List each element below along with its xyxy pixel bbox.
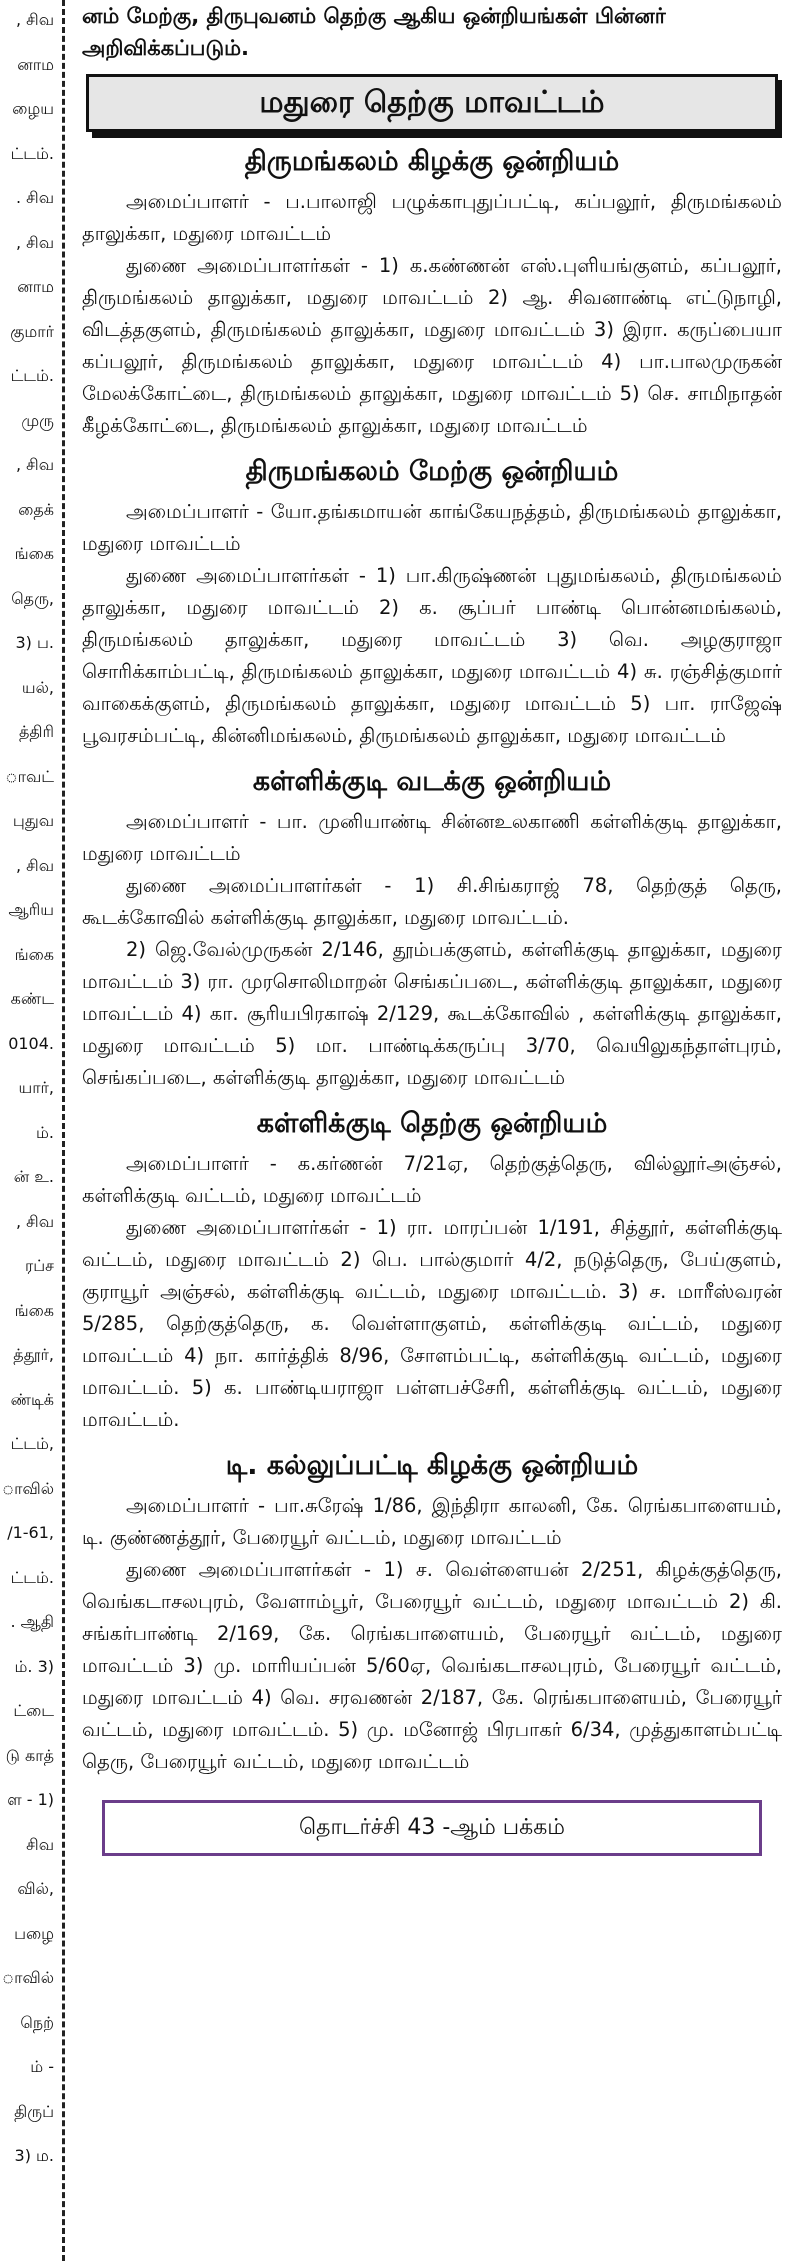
left-column-fragment: சிவ	[26, 1834, 54, 1854]
section-2	[82, 762, 782, 1094]
left-column-fragment: . ஆதி	[10, 1612, 54, 1631]
column-divider	[62, 0, 65, 2261]
section-paragraph: துணை அமைப்பாளர்கள் - 1) ரா. மாரப்பன் 1/191, சித்தூர், கள்ளிக்குடி வட்டம், மதுரை மாவட்டம் 2) பெ. பால்குமார் 4/2, நடுத்தெரு, பேய்குளம், குராயூர் அஞ்சல், கள்ளிக்குடி வட்டம், மதுரை மாவட்டம். 3) ச. மாரீஸ்வரன் 5/285, தெற்குத்தெரு, க. வெள்ளாகுளம், கள்ளிக்குடி வட்டம், மதுரை மாவட்டம் 4) நா. கார்த்திக் 8/96, சோளம்பட்டி, கள்ளிக்குடி வட்டம், மதுரை மாவட்டம். 5) க. பாண்டியராஜா பள்ளபச்சேரி, கள்ளிக்குடி வட்டம், மதுரை மாவட்டம்.	[82, 1216, 782, 1431]
left-column-fragment: ங்கை	[14, 944, 54, 964]
left-column-fragment: , சிவ	[15, 855, 54, 875]
left-column-fragment: ட்டம்,	[10, 1434, 54, 1453]
left-column-fragment: ள - 1)	[7, 1790, 54, 1809]
left-column-fragment: குமார்	[10, 321, 54, 341]
section-title: டி. கல்லுப்பட்டி கிழக்கு ஒன்றியம்	[225, 1450, 639, 1481]
left-column-fragment: யார்,	[18, 1078, 54, 1097]
intro-paragraph: னம் மேற்கு, திருபுவனம் தெற்கு ஆகிய ஒன்றியங்கள் பின்னர் அறிவிக்கப்படும்.	[82, 4, 666, 60]
left-column-fragment: டு காத்	[5, 1745, 54, 1765]
section-paragraph: துணை அமைப்பாளர்கள் - 1) சி.சிங்கராஜ் 78, தெற்குத் தெரு, கூடக்கோவில் கள்ளிக்குடி தாலுக்கா, மதுரை மாவட்டம்.	[82, 874, 782, 929]
left-column-fragment: ங்கை	[14, 544, 54, 563]
left-column-fragment: 3) ம.	[14, 2146, 54, 2165]
section-title: கள்ளிக்குடி தெற்கு ஒன்றியம்	[256, 1108, 608, 1139]
section-title: திருமங்கலம் மேற்கு ஒன்றியம்	[245, 456, 619, 487]
left-column-fragment: ன் உ.	[13, 1167, 54, 1186]
district-heading: மதுரை தெற்கு மாவட்டம்	[86, 74, 778, 132]
left-column-fragment: முரு	[21, 410, 54, 430]
left-column-fragment: திருப்	[14, 2101, 54, 2121]
left-column-fragment: னாம	[17, 54, 54, 74]
left-column-fragment: ஆரிய	[8, 900, 54, 919]
section-paragraph: அமைப்பாளர் - யோ.தங்கமாயன் காங்கேயநத்தம், திருமங்கலம் தாலுக்கா, மதுரை மாவட்டம்	[82, 500, 782, 555]
section-4	[82, 1446, 782, 1778]
left-column-fragment: கண்ட	[10, 989, 54, 1008]
section-1	[82, 452, 782, 752]
section-title: கள்ளிக்குடி வடக்கு ஒன்றியம்	[252, 766, 612, 797]
left-column-fragment: 3) ப.	[15, 633, 54, 652]
main-column	[82, 0, 782, 2261]
section-paragraph: அமைப்பாளர் - ப.பாலாஜி பழுக்காபுதுப்பட்டி, கப்பலூர், திருமங்கலம் தாலுக்கா, மதுரை மாவட்டம்	[82, 190, 782, 245]
left-column-fragment: தைக்	[18, 499, 54, 519]
left-column-fragment: , சிவ	[15, 1211, 54, 1231]
left-column-fragment: னாம	[17, 277, 54, 296]
left-column-fragment: 0104.	[8, 1033, 54, 1053]
section-paragraph: 2) ஜெ.வேல்முருகன் 2/146, தூம்பக்குளம், கள்ளிக்குடி தாலுக்கா, மதுரை மாவட்டம் 3) ரா. முரசொலிமாறன் செங்கப்படை, கள்ளிக்குடி தாலுக்கா, மதுரை மாவட்டம் 4) கா. சூரியபிரகாஷ் 2/129, கூடக்கோவில் , கள்ளிக்குடி தாலுக்கா, மதுரை மாவட்டம் 5) மா. பாண்டிக்கருப்பு 3/70, வெயிலுகந்தாள்புரம், செங்கப்படை, கள்ளிக்குடி தாலுக்கா, மதுரை மாவட்டம்	[82, 938, 782, 1089]
left-column-fragment: , சிவ	[15, 455, 54, 474]
left-column-fragment: , சிவ	[15, 232, 54, 252]
section-0	[82, 142, 782, 442]
left-column-fragment: ாவட்	[5, 766, 54, 786]
section-3	[82, 1104, 782, 1436]
left-column-fragment: ரப்ச	[24, 1256, 54, 1275]
left-column-fragment: , சிவ	[15, 10, 54, 29]
left-column-fragment: ம்.	[36, 1122, 54, 1142]
left-column-fragment: ட்டம்.	[10, 143, 54, 163]
section-paragraph: துணை அமைப்பாளர்கள் - 1) பா.கிருஷ்ணன் புதுமங்கலம், திருமங்கலம் தாலுக்கா, மதுரை மாவட்டம் 2) க. சூப்பர் பாண்டி பொன்னமங்கலம், திருமங்கலம் தாலுக்கா, மதுரை மாவட்டம் 3) வெ. அழகுராஜா சொரிக்காம்பட்டி, திருமங்கலம் தாலுக்கா, மதுரை மாவட்டம் 4) சு. ரஞ்சித்குமார் வாகைக்குளம், திருமங்கலம் தாலுக்கா, மதுரை மாவட்டம் 5) பா. ராஜேஷ் பூவரசம்பட்டி, கின்னிமங்கலம், திருமங்கலம் தாலுக்கா, மதுரை மாவட்டம்	[82, 564, 782, 747]
left-column-fragment: ங்கை	[14, 1300, 54, 1320]
left-column-fragment: /1-61,	[7, 1523, 54, 1542]
left-column-fragment: த்தூர்,	[13, 1345, 54, 1364]
left-column-fragment: ம். 3)	[14, 1656, 54, 1676]
left-column-fragment: புதுவ	[12, 811, 54, 830]
left-column-fragment: த்திரி	[18, 722, 54, 741]
section-paragraph: துணை அமைப்பாளர்கள் - 1) ச. வெள்ளையன் 2/251, கிழக்குத்தெரு, வெங்கடாசலபுரம், வேளாம்பூர், பேரையூர் வட்டம், மதுரை மாவட்டம் 2) கி. சங்கர்பாண்டி 2/169, கே. ரெங்கபாளையம், பேரையூர் வட்டம், மதுரை மாவட்டம் 3) மு. மாரியப்பன் 5/60ஏ, வெங்கடாசலபுரம், பேரையூர் வட்டம், மதுரை மாவட்டம் 4) வெ. சரவணன் 2/187, கே. ரெங்கபாளையம், பேரையூர் வட்டம், மதுரை மாவட்டம். 5) மு. மனோஜ் பிரபாகர் 6/34, முத்துகாளம்பட்டி தெரு, பேரையூர் வட்டம், மதுரை மாவட்டம்	[82, 1558, 782, 1773]
left-column-fragment: நெற்	[20, 2012, 54, 2032]
left-column-fragment: ட்டை	[13, 1701, 54, 1720]
section-paragraph: அமைப்பாளர் - க.கர்ணன் 7/21ஏ, தெற்குத்தெரு, வில்லூர்அஞ்சல், கள்ளிக்குடி வட்டம், மதுரை மாவட்டம்	[82, 1152, 782, 1207]
left-column-fragment: ம் -	[30, 2057, 54, 2076]
left-column-fragment: . சிவ	[15, 188, 54, 207]
section-paragraph: அமைப்பாளர் - பா. முனியாண்டி சின்னஉலகாணி கள்ளிக்குடி தாலுக்கா, மதுரை மாவட்டம்	[82, 810, 782, 865]
continuation-box: தொடர்ச்சி 43 -ஆம் பக்கம்	[102, 1800, 762, 1856]
section-title: திருமங்கலம் கிழக்கு ஒன்றியம்	[244, 146, 620, 177]
left-column-fragment: யல்,	[21, 677, 54, 697]
left-column-fragments	[0, 0, 58, 2261]
left-column-fragment: தெரு,	[11, 588, 54, 608]
left-column-fragment: ழைய	[12, 99, 54, 118]
left-column-fragment: ட்டம்.	[10, 366, 54, 385]
left-column-fragment: பழை	[14, 1923, 54, 1943]
left-column-fragment: ண்டிக்	[10, 1389, 54, 1409]
section-paragraph: துணை அமைப்பாளர்கள் - 1) க.கண்ணன் எஸ்.புளியங்குளம், கப்பலூர், திருமங்கலம் தாலுக்கா, மதுரை மாவட்டம் 2) ஆ. சிவனாண்டி எட்டுநாழி, விடத்தகுளம், திருமங்கலம் தாலுக்கா, மதுரை மாவட்டம் 3) இரா. கருப்பையா கப்பலூர், திருமங்கலம் தாலுக்கா, மதுரை மாவட்டம் 4) பா.பாலமுருகன் மேலக்கோட்டை, திருமங்கலம் தாலுக்கா, மதுரை மாவட்டம் 5) செ. சாமிநாதன் கீழக்கோட்டை, திருமங்கலம் தாலுக்கா, மதுரை மாவட்டம்	[82, 254, 782, 437]
left-column-fragment: வில்,	[17, 1879, 54, 1898]
left-column-fragment: ாவில்	[1, 1478, 54, 1498]
left-column-fragment: ாவில்	[1, 1968, 54, 1987]
section-paragraph: அமைப்பாளர் - பா.சுரேஷ் 1/86, இந்திரா காலனி, கே. ரெங்கபாளையம், டி. குண்ணத்தூர், பேரையூர் வட்டம், மதுரை மாவட்டம்	[82, 1494, 782, 1549]
left-column-fragment: ட்டம்.	[10, 1567, 54, 1587]
